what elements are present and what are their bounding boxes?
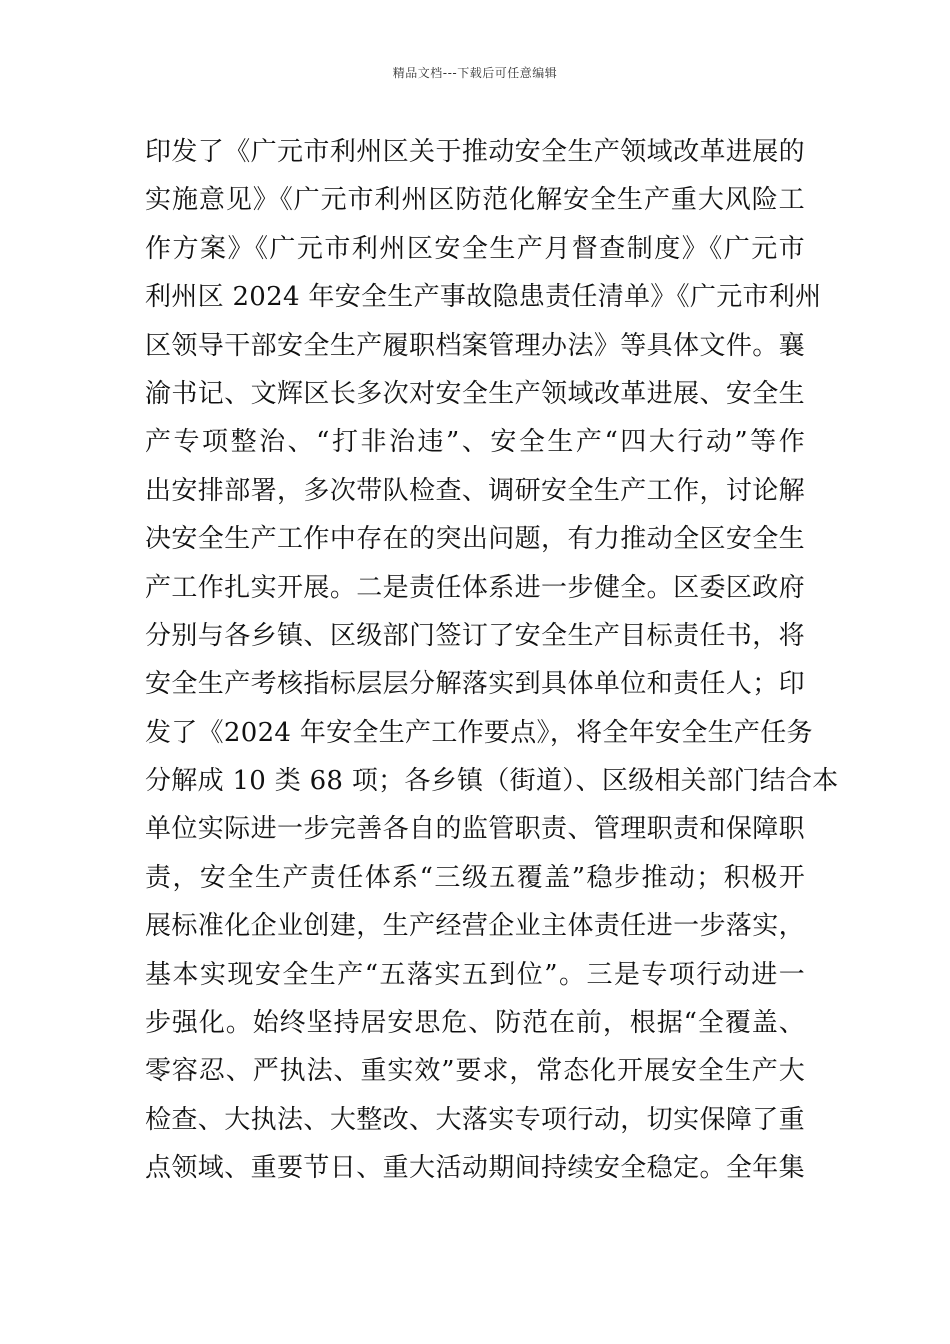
body-line: 检查、大执法、大整改、大落实专项行动，切实保障了重	[145, 1104, 805, 1135]
body-line: 产专项整治、“打非治违”、安全生产“四大行动”等作	[145, 427, 805, 458]
body-line: 作方案》《广元市利州区安全生产月督查制度》《广元市	[145, 233, 805, 264]
document-body	[145, 128, 839, 1193]
body-line: 渝书记、文辉区长多次对安全生产领域改革进展、安全生	[145, 378, 805, 409]
body-line: 基本实现安全生产“五落实五到位”。三是专项行动进一	[145, 959, 805, 990]
body-line: 实施意见》《广元市利州区防范化解安全生产重大风险工	[145, 185, 805, 216]
body-line: 决安全生产工作中存在的突出问题，有力推动全区安全生	[145, 524, 805, 555]
page-header: 精品文档---下载后可任意编辑	[392, 66, 558, 80]
body-line: 点领域、重要节日、重大活动期间持续安全稳定。全年集	[145, 1153, 805, 1184]
body-line: 展标准化企业创建，生产经营企业主体责任进一步落实，	[145, 911, 805, 942]
body-line: 分解成 10 类 68 项；各乡镇（街道）、区级相关部门结合本	[145, 766, 839, 797]
body-line: 发了《2024 年安全生产工作要点》，将全年安全生产任务	[145, 717, 813, 748]
body-line: 零容忍、严执法、重实效”要求，常态化开展安全生产大	[145, 1056, 805, 1087]
body-line: 责，安全生产责任体系“三级五覆盖”稳步推动；积极开	[145, 862, 805, 893]
body-line: 出安排部署，多次带队检查、调研安全生产工作，讨论解	[145, 475, 805, 506]
body-line: 利州区 2024 年安全生产事故隐患责任清单》《广元市利州	[145, 282, 822, 313]
body-line: 步强化。始终坚持居安思危、防范在前，根据“全覆盖、	[145, 1008, 805, 1039]
body-line: 印发了《广元市利州区关于推动安全生产领域改革进展的	[145, 137, 805, 167]
body-line: 区领导干部安全生产履职档案管理办法》等具体文件。襄	[145, 330, 805, 361]
body-line: 分别与各乡镇、区级部门签订了安全生产目标责任书，将	[145, 620, 805, 651]
body-line: 产工作扎实开展。二是责任体系进一步健全。区委区政府	[145, 572, 805, 603]
body-line: 单位实际进一步完善各自的监管职责、管理职责和保障职	[145, 814, 805, 845]
body-line: 安全生产考核指标层层分解落实到具体单位和责任人；印	[145, 669, 805, 700]
